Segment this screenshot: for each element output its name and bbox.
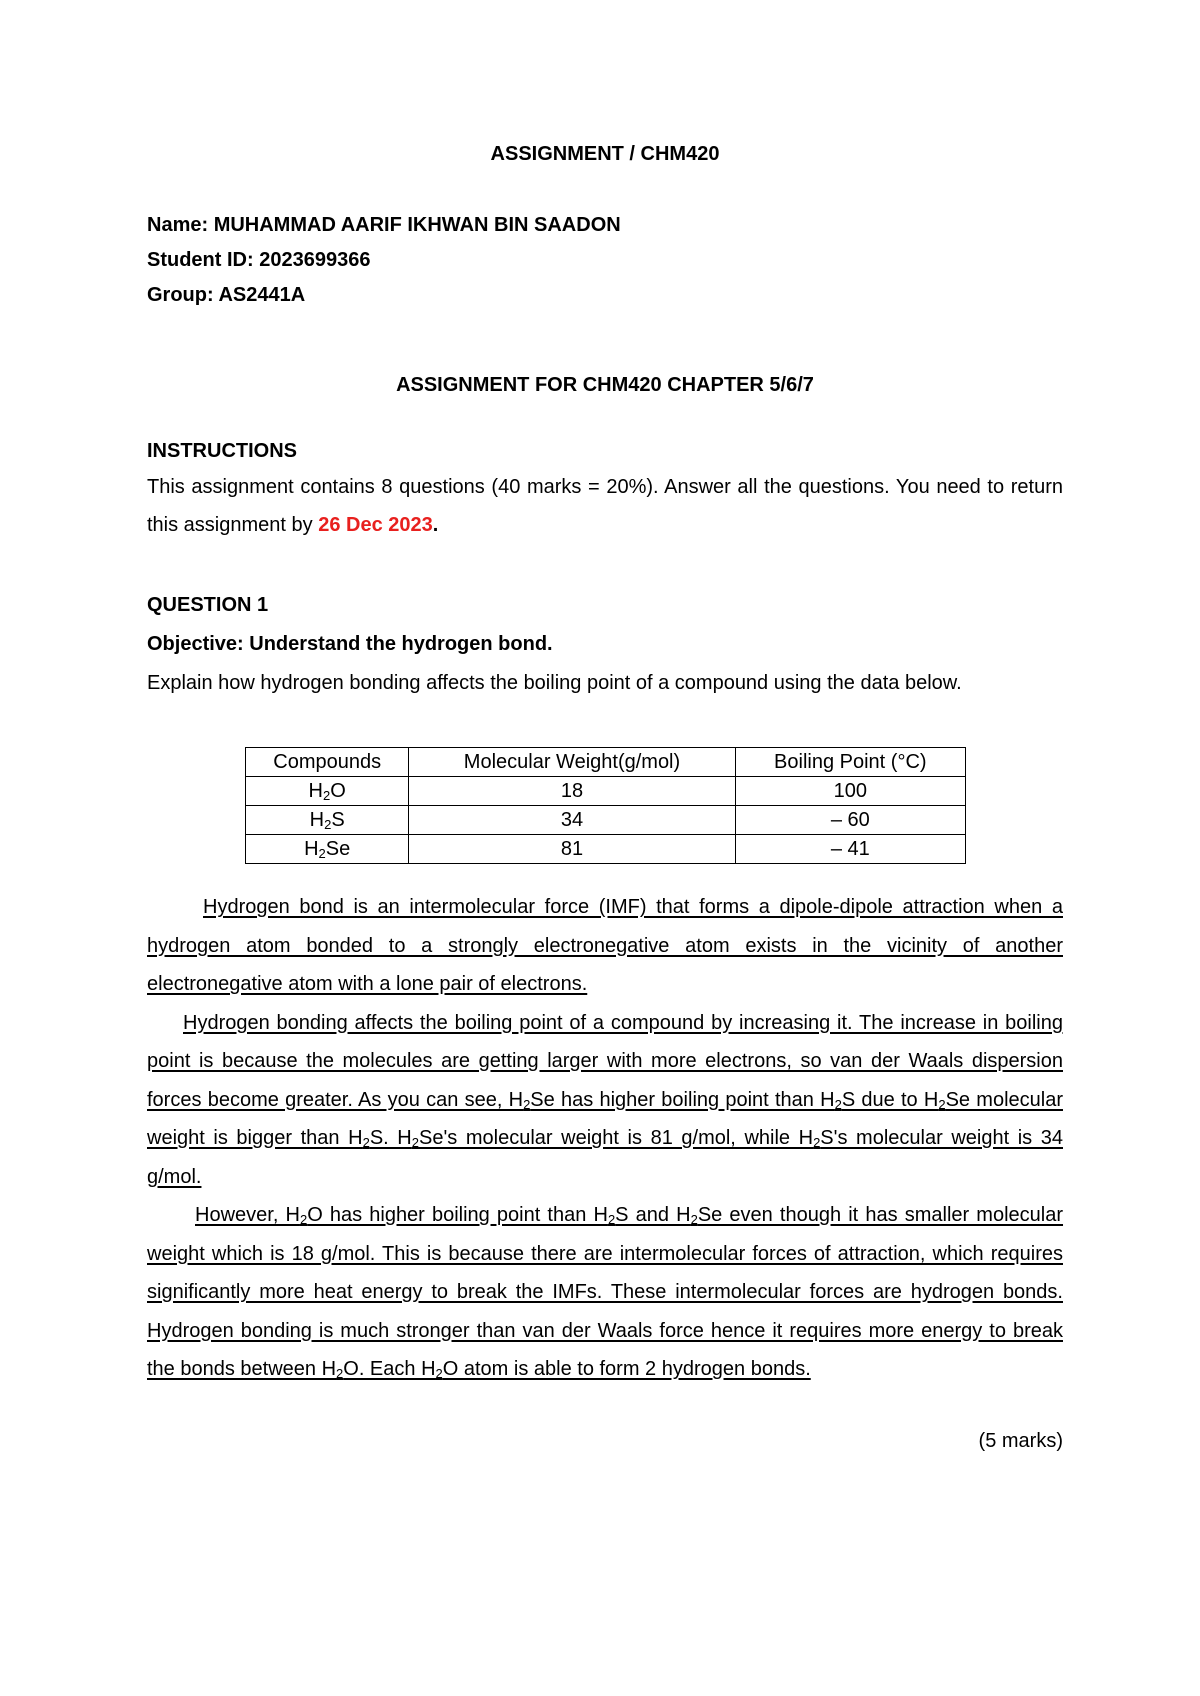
question1-objective: Objective: Understand the hydrogen bond. xyxy=(147,633,553,655)
instructions-end: . xyxy=(432,514,439,536)
student-id: Student ID: 2023699366 xyxy=(147,249,371,271)
table-row xyxy=(246,835,966,864)
header-boiling-point: Boiling Point (°C) xyxy=(735,748,965,777)
boiling-point-cell: 100 xyxy=(735,777,965,806)
question1-prompt: Explain how hydrogen bonding affects the boiling point of a compound using the data below. xyxy=(147,672,962,694)
boiling-point-table xyxy=(245,747,966,864)
deadline-date: 26 Dec 2023 xyxy=(318,514,433,536)
instructions-body: This assignment contains 8 questions (40 marks = 20%). Answer all the questions. You need to return this assignment by xyxy=(147,476,1063,536)
molecular-weight-cell: 81 xyxy=(409,835,735,864)
boiling-point-cell: – 60 xyxy=(735,806,965,835)
answer-paragraph-2: Hydrogen bonding affects the boiling point of a compound by increasing it. The increase in boiling point is because the molecules are getting larger with more electrons, so van der Waals dispersion forces become greater. As you can see, $H_2Se$ has higher boiling point than $H_2S$ due to $H_2Se$ molecular weight is bigger than $H_2S$. $H_2Se's$ molecular weight is 81 g/mol, while $H_2S's$ molecular weight is 34 g/mol. xyxy=(147,1011,1063,1188)
document-title: ASSIGNMENT / CHM420 xyxy=(490,143,720,165)
compound-cell: $H_2Se$ xyxy=(246,835,409,864)
header-molecular-weight: Molecular Weight(g/mol) xyxy=(409,748,735,777)
molecular-weight-cell: 34 xyxy=(409,806,735,835)
table-row xyxy=(246,806,966,835)
compound-cell: $H_2S$ xyxy=(246,806,409,835)
question1-marks: (5 marks) xyxy=(978,1430,1063,1452)
answer-paragraph-3: However, $H_2O$ has higher boiling point than $H_2S$ and $H_2Se$ even though it has smaller molecular weight which is 18 g/mol. This is because there are intermolecular forces of attraction, which requires significantly more heat energy to break the IMFs. These intermolecular forces are hydrogen bonds. Hydrogen bonding is much stronger than van der Waals force hence it requires more energy to break the bonds between $H_2O$. Each $H_2O$ atom is able to form 2 hydrogen bonds. xyxy=(147,1204,1064,1381)
header-compounds: Compounds xyxy=(246,748,409,777)
boiling-point-cell: – 41 xyxy=(735,835,965,864)
table-row xyxy=(246,777,966,806)
assignment-subtitle: ASSIGNMENT FOR CHM420 CHAPTER 5/6/7 xyxy=(396,374,814,396)
student-name: Name: MUHAMMAD AARIF IKHWAN BIN SAADON xyxy=(147,214,621,236)
compound-cell: $H_2O$ xyxy=(246,777,409,806)
instructions-heading: INSTRUCTIONS xyxy=(147,440,297,462)
answer-paragraph-1: Hydrogen bond is an intermolecular force (IMF) that forms a dipole-dipole attraction when a hydrogen atom bonded to a strongly electronegative atom exists in the vicinity of another electronegative atom with a lone pair of electrons. xyxy=(147,896,1063,995)
molecular-weight-cell: 18 xyxy=(409,777,735,806)
table-header-row xyxy=(246,748,966,777)
student-group: Group: AS2441A xyxy=(147,284,306,306)
question1-answer xyxy=(147,888,1063,1389)
question1-heading: QUESTION 1 xyxy=(147,594,269,616)
instructions-text xyxy=(147,468,1063,544)
